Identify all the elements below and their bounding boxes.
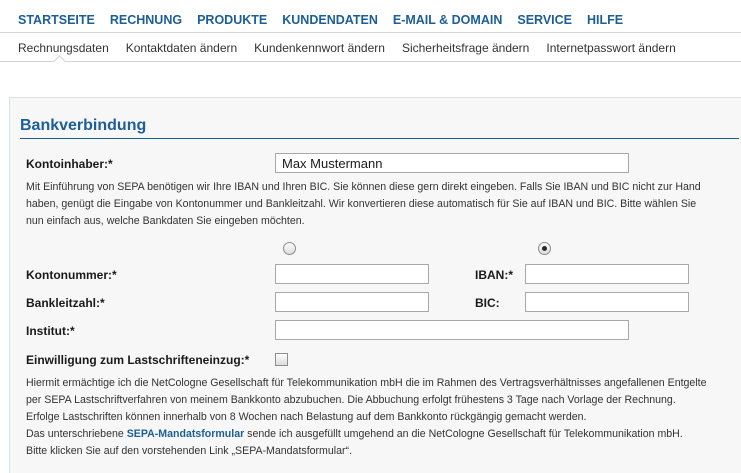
sub-navigation-divider <box>0 61 741 62</box>
bic-input[interactable] <box>525 292 689 312</box>
mandate-line-suffix: sende ich ausgefüllt umgehend an die NetCologne Gesellschaft für Telekommunikation mbH. <box>244 428 683 440</box>
iban-input[interactable] <box>525 264 689 284</box>
account-holder-label: Kontoinhaber:* <box>26 157 113 171</box>
sepa-info-line: haben, genügt die Eingabe von Kontonummer und Bankleitzahl. Wir konvertieren diese automatisch für Sie auf IBAN und BIC. Bitte wählen Sie <box>26 198 697 210</box>
mandate-line <box>26 426 731 443</box>
nav-hilfe[interactable]: HILFE <box>587 13 624 27</box>
nav-email-domain[interactable]: E-MAIL & DOMAIN <box>392 13 503 27</box>
sepa-mandate-form-link[interactable]: SEPA-Mandatsformular <box>126 428 245 440</box>
sub-navigation <box>18 41 693 56</box>
mandate-line: Bitte klicken Sie auf den vorstehenden Link „SEPA-Mandatsformular“. <box>26 445 353 457</box>
bank-details-panel <box>9 97 741 473</box>
active-tab-caret-icon <box>53 55 66 68</box>
iban-option-radio[interactable] <box>538 242 551 255</box>
sepa-info-line: Mit Einführung von SEPA benötigen wir Ihre IBAN und Ihren BIC. Sie können diese gern direkt eingeben. Falls Sie IBAN und BIC nicht zur Hand <box>26 181 701 193</box>
nav-kundendaten[interactable]: KUNDENDATEN <box>282 13 378 27</box>
account-number-label: Kontonummer:* <box>26 268 117 282</box>
subnav-rechnungsdaten[interactable]: Rechnungsdaten <box>18 41 109 55</box>
mandate-line-prefix: Das unterschriebene <box>26 428 127 440</box>
nav-startseite[interactable]: STARTSEITE <box>18 13 95 27</box>
panel-title-divider <box>20 138 739 139</box>
direct-debit-consent-label: Einwilligung zum Lastschrifteneinzug:* <box>26 353 250 367</box>
direct-debit-consent-checkbox[interactable] <box>275 353 288 366</box>
bank-code-input[interactable] <box>275 292 429 312</box>
subnav-kundenkennwort[interactable]: Kundenkennwort ändern <box>254 41 385 55</box>
sepa-info-line: nun einfach aus, welche Bankdaten Sie eingeben möchten. <box>26 215 305 227</box>
main-navigation <box>18 12 638 28</box>
mandate-line: Erfolge Lastschriften können innerhalb von 8 Wochen nach Belastung auf dem Bankkonto rückgängig gemacht werden. <box>26 411 587 423</box>
account-number-option-radio[interactable] <box>283 242 296 255</box>
panel-title: Bankverbindung <box>20 117 147 134</box>
nav-service[interactable]: SERVICE <box>517 13 573 27</box>
institute-input[interactable] <box>275 320 629 340</box>
mandate-line: per SEPA Lastschriftverfahren von meinem Bankkonto abzubuchen. Die Abbuchung erfolgt frühestens 3 Tage nach Vorlage der Rechnung. <box>26 394 676 406</box>
subnav-internetpasswort[interactable]: Internetpasswort ändern <box>546 41 676 55</box>
bic-label: BIC: <box>475 296 500 310</box>
account-holder-input[interactable] <box>275 153 629 173</box>
nav-rechnung[interactable]: RECHNUNG <box>109 13 183 27</box>
institute-label: Institut:* <box>26 324 75 338</box>
account-number-input[interactable] <box>275 264 429 284</box>
nav-produkte[interactable]: PRODUKTE <box>197 13 268 27</box>
main-navigation-divider <box>0 32 741 33</box>
subnav-sicherheitsfrage[interactable]: Sicherheitsfrage ändern <box>401 41 530 55</box>
iban-label: IBAN:* <box>475 268 513 282</box>
bank-code-label: Bankleitzahl:* <box>26 296 105 310</box>
subnav-kontaktdaten[interactable]: Kontaktdaten ändern <box>125 41 238 55</box>
sepa-mandate-text <box>26 375 731 460</box>
sepa-info-text <box>26 179 731 230</box>
mandate-line: Hiermit ermächtige ich die NetCologne Gesellschaft für Telekommunikation mbH die im Rahmen des Vertragsverhältnisses angefallenen Entgelte <box>26 377 707 389</box>
